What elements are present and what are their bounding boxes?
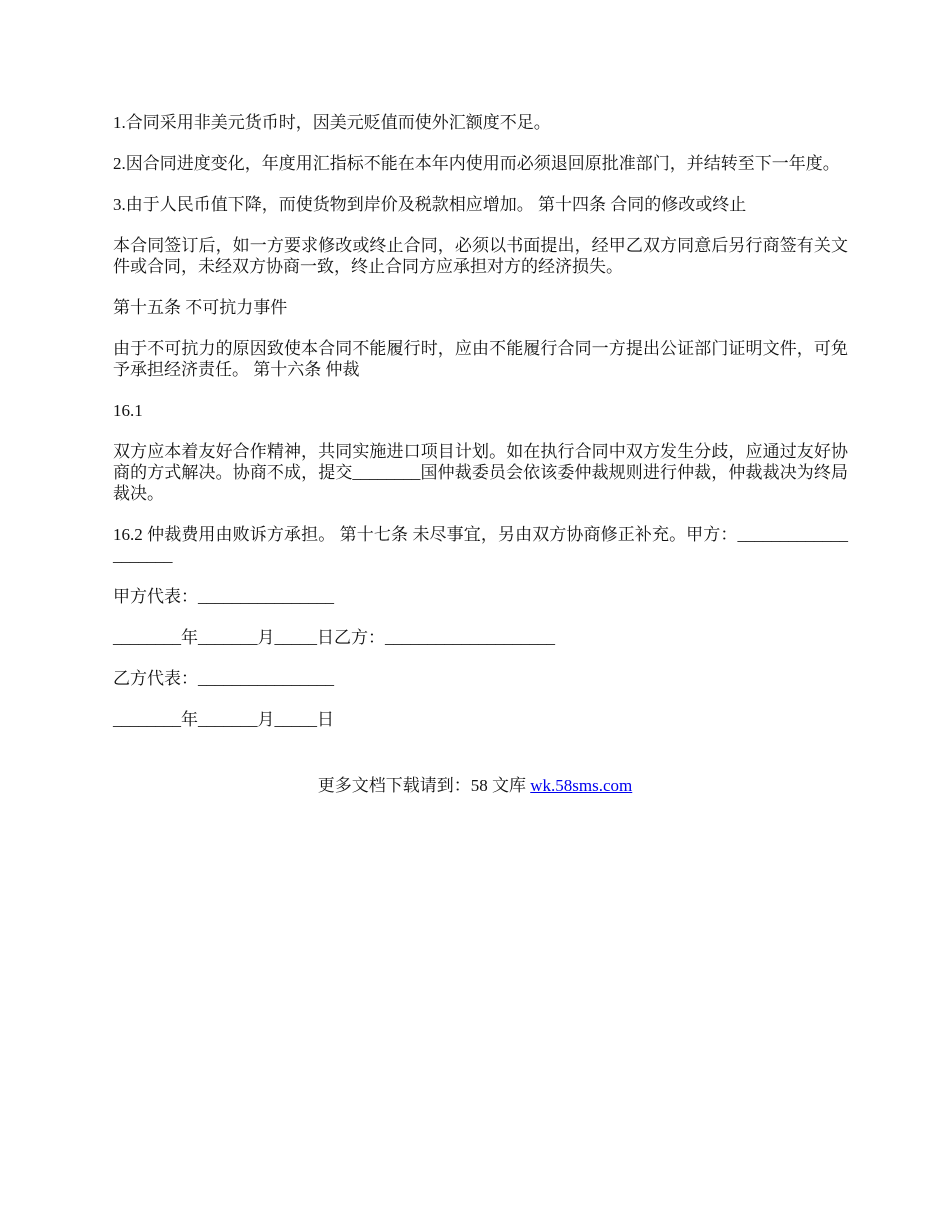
heading-article-15: 第十五条 不可抗力事件 <box>113 298 288 317</box>
paragraph-force-majeure: 由于不可抗力的原因致使本合同不能履行时，应由不能履行合同一方提出公证部门证明文件，可免予承担经济责任。 第十六条 仲裁 <box>113 339 848 379</box>
paragraph-modification: 本合同签订后，如一方要求修改或终止合同，必须以书面提出，经甲乙双方同意后另行商签有关文件或合同，未经双方协商一致，终止合同方应承担对方的经济损失。 <box>113 236 848 276</box>
paragraph-16-2: 16.2 仲裁费用由败诉方承担。 第十七条 未尽事宜，另由双方协商修正补充。甲方：____________________ <box>113 525 848 565</box>
party-b-representative: 乙方代表：________________ <box>113 669 334 688</box>
party-a-representative: 甲方代表：________________ <box>113 587 334 606</box>
footer-text: 更多文档下载请到：58 文库 <box>317 776 531 795</box>
paragraph-arbitration: 双方应本着友好合作精神，共同实施进口项目计划。如在执行合同中双方发生分歧，应通过友好协商的方式解决。协商不成，提交________国仲裁委员会依该委仲裁规则进行仲裁，仲裁裁决为终局裁决。 <box>113 442 848 503</box>
date-and-party-b: ________年_______月_____日乙方：____________________ <box>113 628 555 647</box>
footer-link[interactable]: wk.58sms.com <box>530 776 633 795</box>
paragraph-clause-1: 1.合同采用非美元货币时，因美元贬值而使外汇额度不足。 <box>113 113 551 132</box>
date-line: ________年_______月_____日 <box>113 710 334 729</box>
paragraph-clause-2: 2.因合同进度变化，年度用汇指标不能在本年内使用而必须退回原批准部门，并结转至下一年度。 <box>113 154 840 173</box>
footer-download-note <box>0 775 950 796</box>
paragraph-clause-3: 3.由于人民币值下降，而使货物到岸价及税款相应增加。 第十四条 合同的修改或终止 <box>113 195 747 214</box>
heading-16-1: 16.1 <box>113 401 143 420</box>
document-body <box>113 112 848 750</box>
